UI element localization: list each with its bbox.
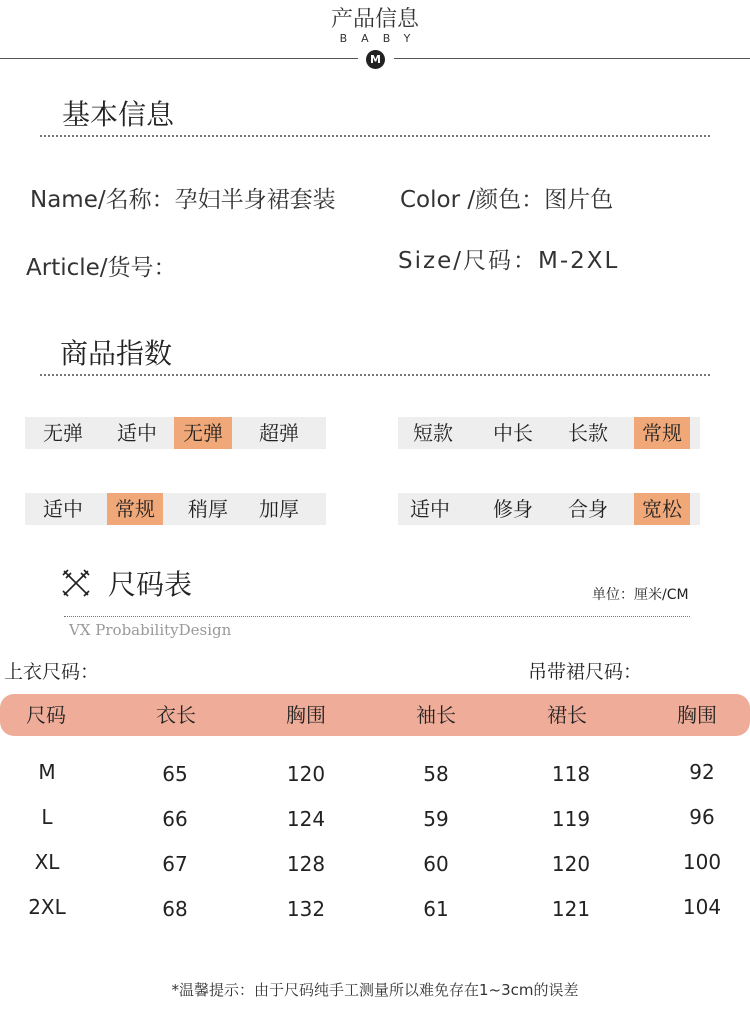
fit-scale (398, 493, 700, 525)
color-label: Color /颜色： (400, 187, 545, 213)
size-label: Size/尺码： (398, 248, 538, 274)
table-row (0, 805, 750, 835)
table-cell: 59 (423, 807, 449, 831)
unit-label: 单位：厘米/CM (592, 587, 689, 603)
table-cell: 121 (551, 897, 591, 921)
measurement-note: *温馨提示：由于尺码纯手工测量所以难免存在1~3cm的误差 (171, 981, 579, 999)
table-cell: 68 (162, 897, 188, 921)
name-label: Name/名称： (30, 187, 175, 213)
table-row (0, 895, 750, 925)
elasticity-scale (25, 417, 326, 449)
watermark: VX ProbabilityDesign (69, 621, 232, 639)
header-divider-right (394, 58, 750, 59)
header-skirt-length: 裙长 (547, 703, 587, 727)
table-cell: 2XL (28, 895, 66, 919)
color-value: 图片色 (544, 187, 614, 213)
color-field (400, 181, 613, 214)
article-field (26, 249, 177, 282)
elasticity-option: 无弹 (43, 421, 83, 445)
cross-icon (61, 568, 91, 598)
fit-option: 修身 (493, 497, 533, 521)
table-cell: 60 (423, 852, 449, 876)
fit-option: 适中 (410, 497, 450, 521)
top-size-label: 上衣尺码： (4, 661, 100, 683)
elasticity-option: 适中 (117, 421, 157, 445)
size-table-heading: 尺码表 (108, 568, 193, 601)
size-value: M-2XL (537, 248, 620, 274)
header-size: 尺码 (26, 703, 66, 727)
table-cell: 128 (286, 852, 326, 876)
fit-option: 合身 (568, 497, 608, 521)
name-value: 孕妇半身裙套装 (174, 187, 336, 213)
product-index-heading: 商品指数 (60, 337, 173, 370)
product-info-subtitle: BABY (339, 32, 425, 45)
thickness-scale (25, 493, 326, 525)
table-cell: 96 (689, 805, 715, 829)
table-cell: 124 (286, 807, 326, 831)
table-cell: M (38, 760, 56, 784)
product-index-divider (40, 374, 710, 376)
table-cell: 92 (689, 760, 715, 784)
length-option: 中长 (493, 421, 533, 445)
table-cell: 104 (682, 895, 722, 919)
basic-info-divider (40, 135, 710, 137)
elasticity-option: 超弹 (259, 421, 299, 445)
length-option: 长款 (568, 421, 608, 445)
table-cell: 65 (162, 762, 188, 786)
table-cell: L (41, 805, 53, 829)
header-skirt-bust: 胸围 (677, 703, 717, 727)
header-sleeve-length: 袖长 (416, 703, 456, 727)
table-cell: 66 (162, 807, 188, 831)
table-row (0, 760, 750, 790)
table-cell: 100 (682, 850, 722, 874)
header-divider-left (0, 58, 358, 59)
product-info-title: 产品信息 (330, 7, 419, 32)
article-label: Article/货号： (26, 255, 177, 281)
length-scale (398, 417, 700, 449)
size-table-header (0, 694, 750, 736)
size-table-divider (64, 616, 690, 617)
table-cell: 67 (162, 852, 188, 876)
thickness-option-selected: 常规 (107, 493, 163, 525)
length-option-selected: 常规 (634, 417, 690, 449)
name-field (30, 181, 336, 214)
table-cell: 119 (551, 807, 591, 831)
elasticity-option-selected: 无弹 (174, 417, 232, 449)
header-top-bust: 胸围 (286, 703, 326, 727)
table-cell: 120 (551, 852, 591, 876)
table-cell: 61 (423, 897, 449, 921)
table-row (0, 850, 750, 880)
table-cell: XL (34, 850, 60, 874)
thickness-option: 稍厚 (188, 497, 228, 521)
fit-option-selected: 宽松 (634, 493, 690, 525)
thickness-option: 加厚 (259, 497, 299, 521)
size-field (398, 242, 619, 275)
length-option: 短款 (413, 421, 453, 445)
table-cell: 132 (286, 897, 326, 921)
table-cell: 58 (423, 762, 449, 786)
basic-info-heading: 基本信息 (62, 98, 175, 131)
header-top-length: 衣长 (156, 703, 196, 727)
table-cell: 118 (551, 762, 591, 786)
brand-badge: M (366, 50, 385, 69)
skirt-size-label: 吊带裙尺码： (528, 661, 643, 683)
table-cell: 120 (286, 762, 326, 786)
thickness-option: 适中 (43, 497, 83, 521)
